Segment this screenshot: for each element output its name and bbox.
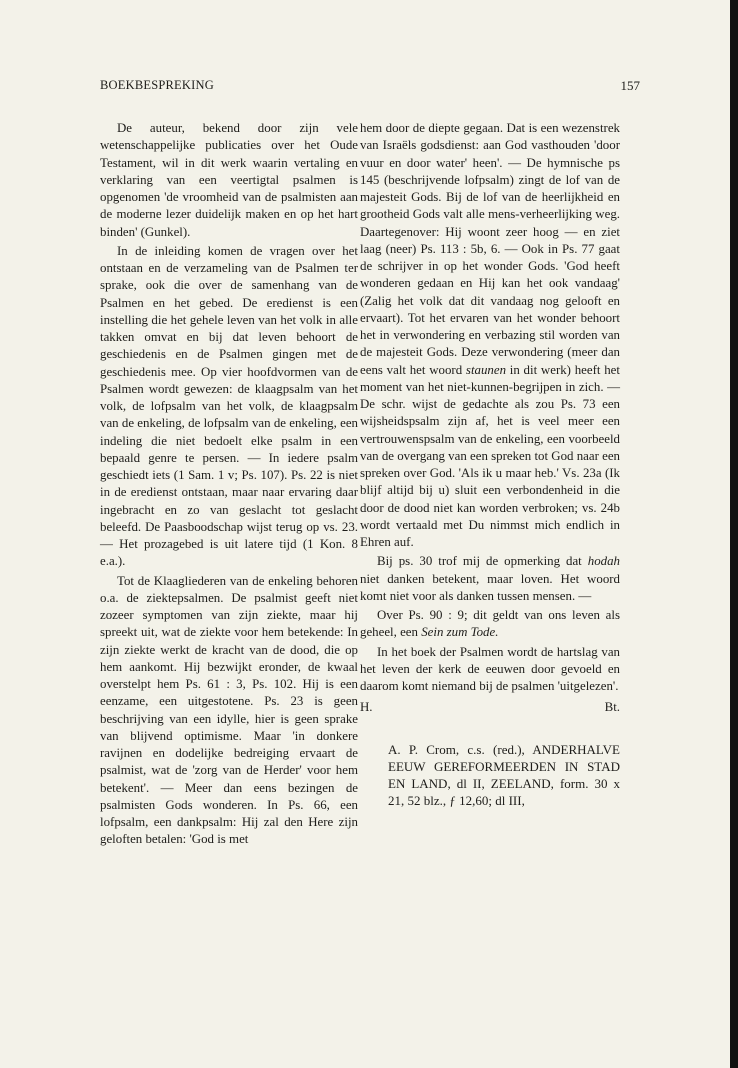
review-paragraph-7: In het boek der Psalmen wordt de hartslag van het leven der kerk de eeuwen door gevoeld en daarom komt niemand bij de psalmen 'uitgelezen'. <box>360 644 620 693</box>
italic-term-staunen: staunen <box>465 362 507 377</box>
text-run: Bij ps. 30 trof mij de opmerking dat <box>377 554 582 569</box>
text-run: Over Ps. 90 : 9; dit geldt van ons leven als geheel, een <box>360 608 620 640</box>
text-run: hem door de diepte gegaan. Dat is een wezenstrek van Israëls godsdienst: aan God vasthouden 'door vuur en door water' heen'. — De hymnische ps 145 (beschrijvende lofpsalm) zingt de lof van de majesteit Gods. Bij de lof van de heerlijkheid en grootheid Gods valt alle mens-verheerlijking weg. Daartegenover: Hij woont zeer hoog — en ziet laag (neer) Ps. 113 : 5b, 6. — Ook in Ps. 77 gaat de schrijver in op het wonder Gods. 'God heeft wonderen gedaan en Hij kan het ook vandaag' (Zalig het volk dat dit vandaag nog gelooft en ervaart). Tot het ervaren van het wonder behoort het in verwondering en verbazing stil worden van de majesteit Gods. Deze verwondering (meer dan eens valt het woord <box>360 121 620 377</box>
review-paragraph-5 <box>360 553 620 605</box>
left-column <box>100 120 358 849</box>
review-paragraph-1: De auteur, bekend door zijn vele wetenschappelijke publicaties over het Oude Testament, wil in dit werk waarin vertaling en verklaring van een veertigtal psalmen is opgenomen 'de vroomheid van de psalmisten aan de moderne lezer duidelijk maken en op het hart binden' (Gunkel). <box>100 121 358 239</box>
right-column <box>360 120 620 810</box>
signature-initial-right: Bt. <box>604 700 620 715</box>
book-citation: A. P. Crom, c.s. (red.), ANDERHALVE EEUW GEREFORMEERDEN IN STAD EN LAND, dl II, ZEELAND, form. 30 x 21, 52 blz., ƒ 12,60; dl III, <box>388 741 620 809</box>
running-head: BOEKBESPREKING <box>100 78 214 92</box>
signature-line <box>360 699 620 716</box>
italic-term-hodah: hodah <box>587 554 620 569</box>
italic-term-sein-zum-tode: Sein zum Tode. <box>421 625 499 640</box>
review-paragraph-3: Tot de Klaagliederen van de enkeling behoren o.a. de ziektepsalmen. De psalmist geeft niet zozeer symptomen van zijn ziekte, maar hij spreekt uit, wat de ziekte voor hem betekende: In zijn ziekte werkt de kracht van de dood, die op hem aankomt. Hij bezwijkt eronder, de kwaal overstelpt hem Ps. 61 : 3, Ps. 102. Hij is een eenzame, een uitgestotene. Ps. 23 is geen beschrijving van een idylle, hier is geen sprake van blijvend optimisme. Maar 'in donkere ravijnen en dodelijke bedreiging ervaart de psalmist, wat de 'zorg van de Herder' voor hem betekent'. — Meer dan eens bezingen de psalmisten Gods wonderen. In Ps. 66, een lofpsalm, een dankpsalm: Hij zal den Here zijn geloften betalen: 'God is met <box>100 573 358 847</box>
page-edge-shadow <box>730 0 738 1068</box>
review-paragraph-2: In de inleiding komen de vragen over het ontstaan en de verzameling van de Psalmen ter sprake, ook die over de samenhang van de Psalmen en het gebed. De eredienst is een instelling die het gehele leven van het volk in alle takken omvat en bij dat leven behoort de geschiedenis en de Psalmen gingen met de geschiedenis mee. Op vier hoofdvormen van de Psalmen wordt gewezen: de klaagpsalm van het volk, de lofpsalm van het volk, de klaagpsalm van de enkeling, de lofpsalm van de enkeling, een indeling die niet bedoelt elke psalm in een bepaald genre te persen. — In iedere psalm geschiedt iets (1 Sam. 1 v; Ps. 107). Ps. 22 is niet in de eredienst ontstaan, maar naar ervaring daar ingebracht en zo van geslacht tot geslacht beleefd. De Paasboodschap wijst terug op vs. 23. — Het prozagebed is uit latere tijd (1 Kon. 8 e.a.). <box>100 243 358 569</box>
text-run: in dit werk) heeft het moment van het niet-kunnen-begrijpen in zich. — De schr. wijst de gedachte als zou Ps. 73 een wijsheidspsalm zijn af, het is veel meer een vertrouwenspsalm van de enkeling, een voorbeeld van de overgang van een spreken tot God naar een spreken over God. 'Als ik u maar heb.' Vs. 23a (Ik blijf altijd bij u) sluit een verbondenheid in die door de dood niet kan worden verbroken; vs. 24b wordt vertaald met Du nimmst mich endlich in Ehren auf. <box>360 362 620 549</box>
review-paragraph-4 <box>360 120 620 551</box>
review-paragraph-6 <box>360 607 620 642</box>
page-header <box>100 78 640 96</box>
signature-initial-left: H. <box>360 700 373 715</box>
text-run: niet danken betekent, maar loven. Het woord komt niet voor als danken tussen mensen. — <box>360 571 620 603</box>
page-number: 157 <box>620 78 640 93</box>
